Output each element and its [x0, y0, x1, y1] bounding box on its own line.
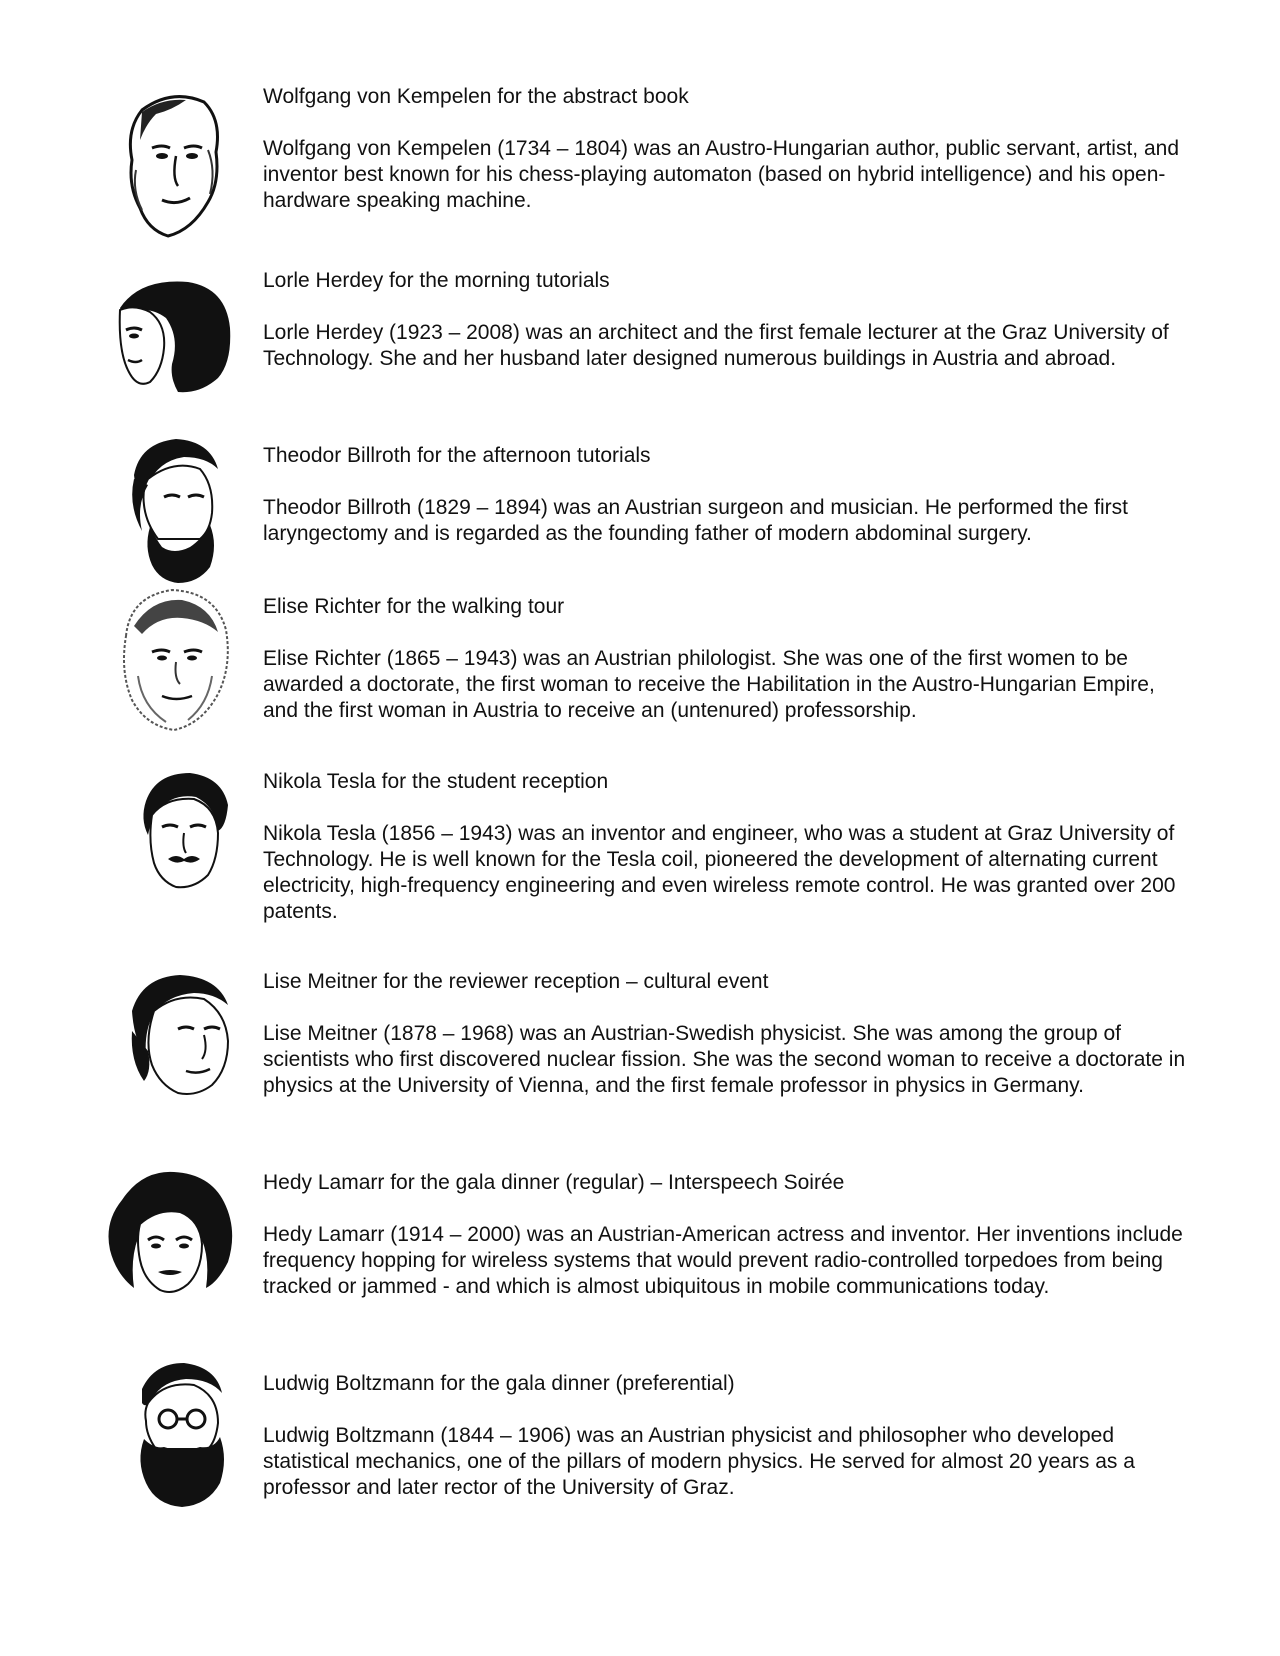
- portrait-boltzmann: [124, 1359, 230, 1509]
- portrait-kempelen: [112, 90, 236, 240]
- portrait-lamarr: [102, 1170, 238, 1300]
- entry-bio: Nikola Tesla (1856 – 1943) was an inventor and engineer, who was a student at Graz University of Technology. He is well known for the Tesla coil, pioneered the development of alternating current electricity, high-frequency engineering and even wireless remote control. He was granted over 200 patents.: [263, 822, 1176, 923]
- entry-bio: Theodor Billroth (1829 – 1894) was an Austrian surgeon and musician. He performed the first laryngectomy and is regarded as the founding father of modern abdominal surgery.: [263, 496, 1128, 545]
- portrait-herdey: [110, 278, 234, 396]
- entry-text: [263, 769, 1193, 925]
- portrait-tesla: [136, 771, 232, 891]
- entry-bio: Lorle Herdey (1923 – 2008) was an architect and the first female lecturer at the Graz University of Technology. She and her husband later designed numerous buildings in Austria and abroad.: [263, 321, 1169, 370]
- entry-bio: Lise Meitner (1878 – 1968) was an Austrian-Swedish physicist. She was among the group of scientists who first discovered nuclear fission. She was the second woman to receive a doctorate in physics at the University of Vienna, and the first female professor in physics in Germany.: [263, 1022, 1186, 1097]
- entry-heading: Wolfgang von Kempelen for the abstract book: [263, 85, 689, 108]
- entry-text: [263, 1170, 1193, 1300]
- entry-heading: Lise Meitner for the reviewer reception – cultural event: [263, 970, 769, 993]
- portrait-richter: [112, 586, 236, 734]
- entry-text: [263, 84, 1193, 214]
- entry-heading: Elise Richter for the walking tour: [263, 595, 565, 618]
- entry-heading: Nikola Tesla for the student reception: [263, 770, 609, 793]
- entry-bio: Ludwig Boltzmann (1844 – 1906) was an Austrian physicist and philosopher who developed statistical mechanics, one of the pillars of modern physics. He served for almost 20 years as a professor and later rector of the University of Graz.: [263, 1424, 1135, 1499]
- entry-text: [263, 594, 1193, 724]
- portrait-billroth: [114, 435, 234, 585]
- entry-text: [263, 443, 1193, 547]
- entry-heading: Theodor Billroth for the afternoon tutorials: [263, 444, 651, 467]
- entry-text: [263, 1371, 1193, 1501]
- portrait-meitner: [124, 971, 236, 1101]
- entry-heading: Hedy Lamarr for the gala dinner (regular) – Interspeech Soirée: [263, 1171, 845, 1194]
- entry-bio: Hedy Lamarr (1914 – 2000) was an Austrian-American actress and inventor. Her inventions include frequency hopping for wireless systems that would prevent radio-controlled torpedoes from being tracked or jammed - and which is almost ubiquitous in mobile communications today.: [263, 1223, 1183, 1298]
- entry-heading: Ludwig Boltzmann for the gala dinner (preferential): [263, 1372, 735, 1395]
- entry-heading: Lorle Herdey for the morning tutorials: [263, 269, 610, 292]
- entry-text: [263, 969, 1193, 1099]
- entry-text: [263, 268, 1193, 372]
- entry-bio: Wolfgang von Kempelen (1734 – 1804) was an Austro-Hungarian author, public servant, artist, and inventor best known for his chess-playing automaton (based on hybrid intelligence) and his open-hardware speaking machine.: [263, 137, 1180, 212]
- entry-bio: Elise Richter (1865 – 1943) was an Austrian philologist. She was one of the first women to be awarded a doctorate, the first woman to receive the Habilitation in the Austro-Hungarian Empire, and the first woman in Austria to receive an (untenured) professorship.: [263, 647, 1155, 722]
